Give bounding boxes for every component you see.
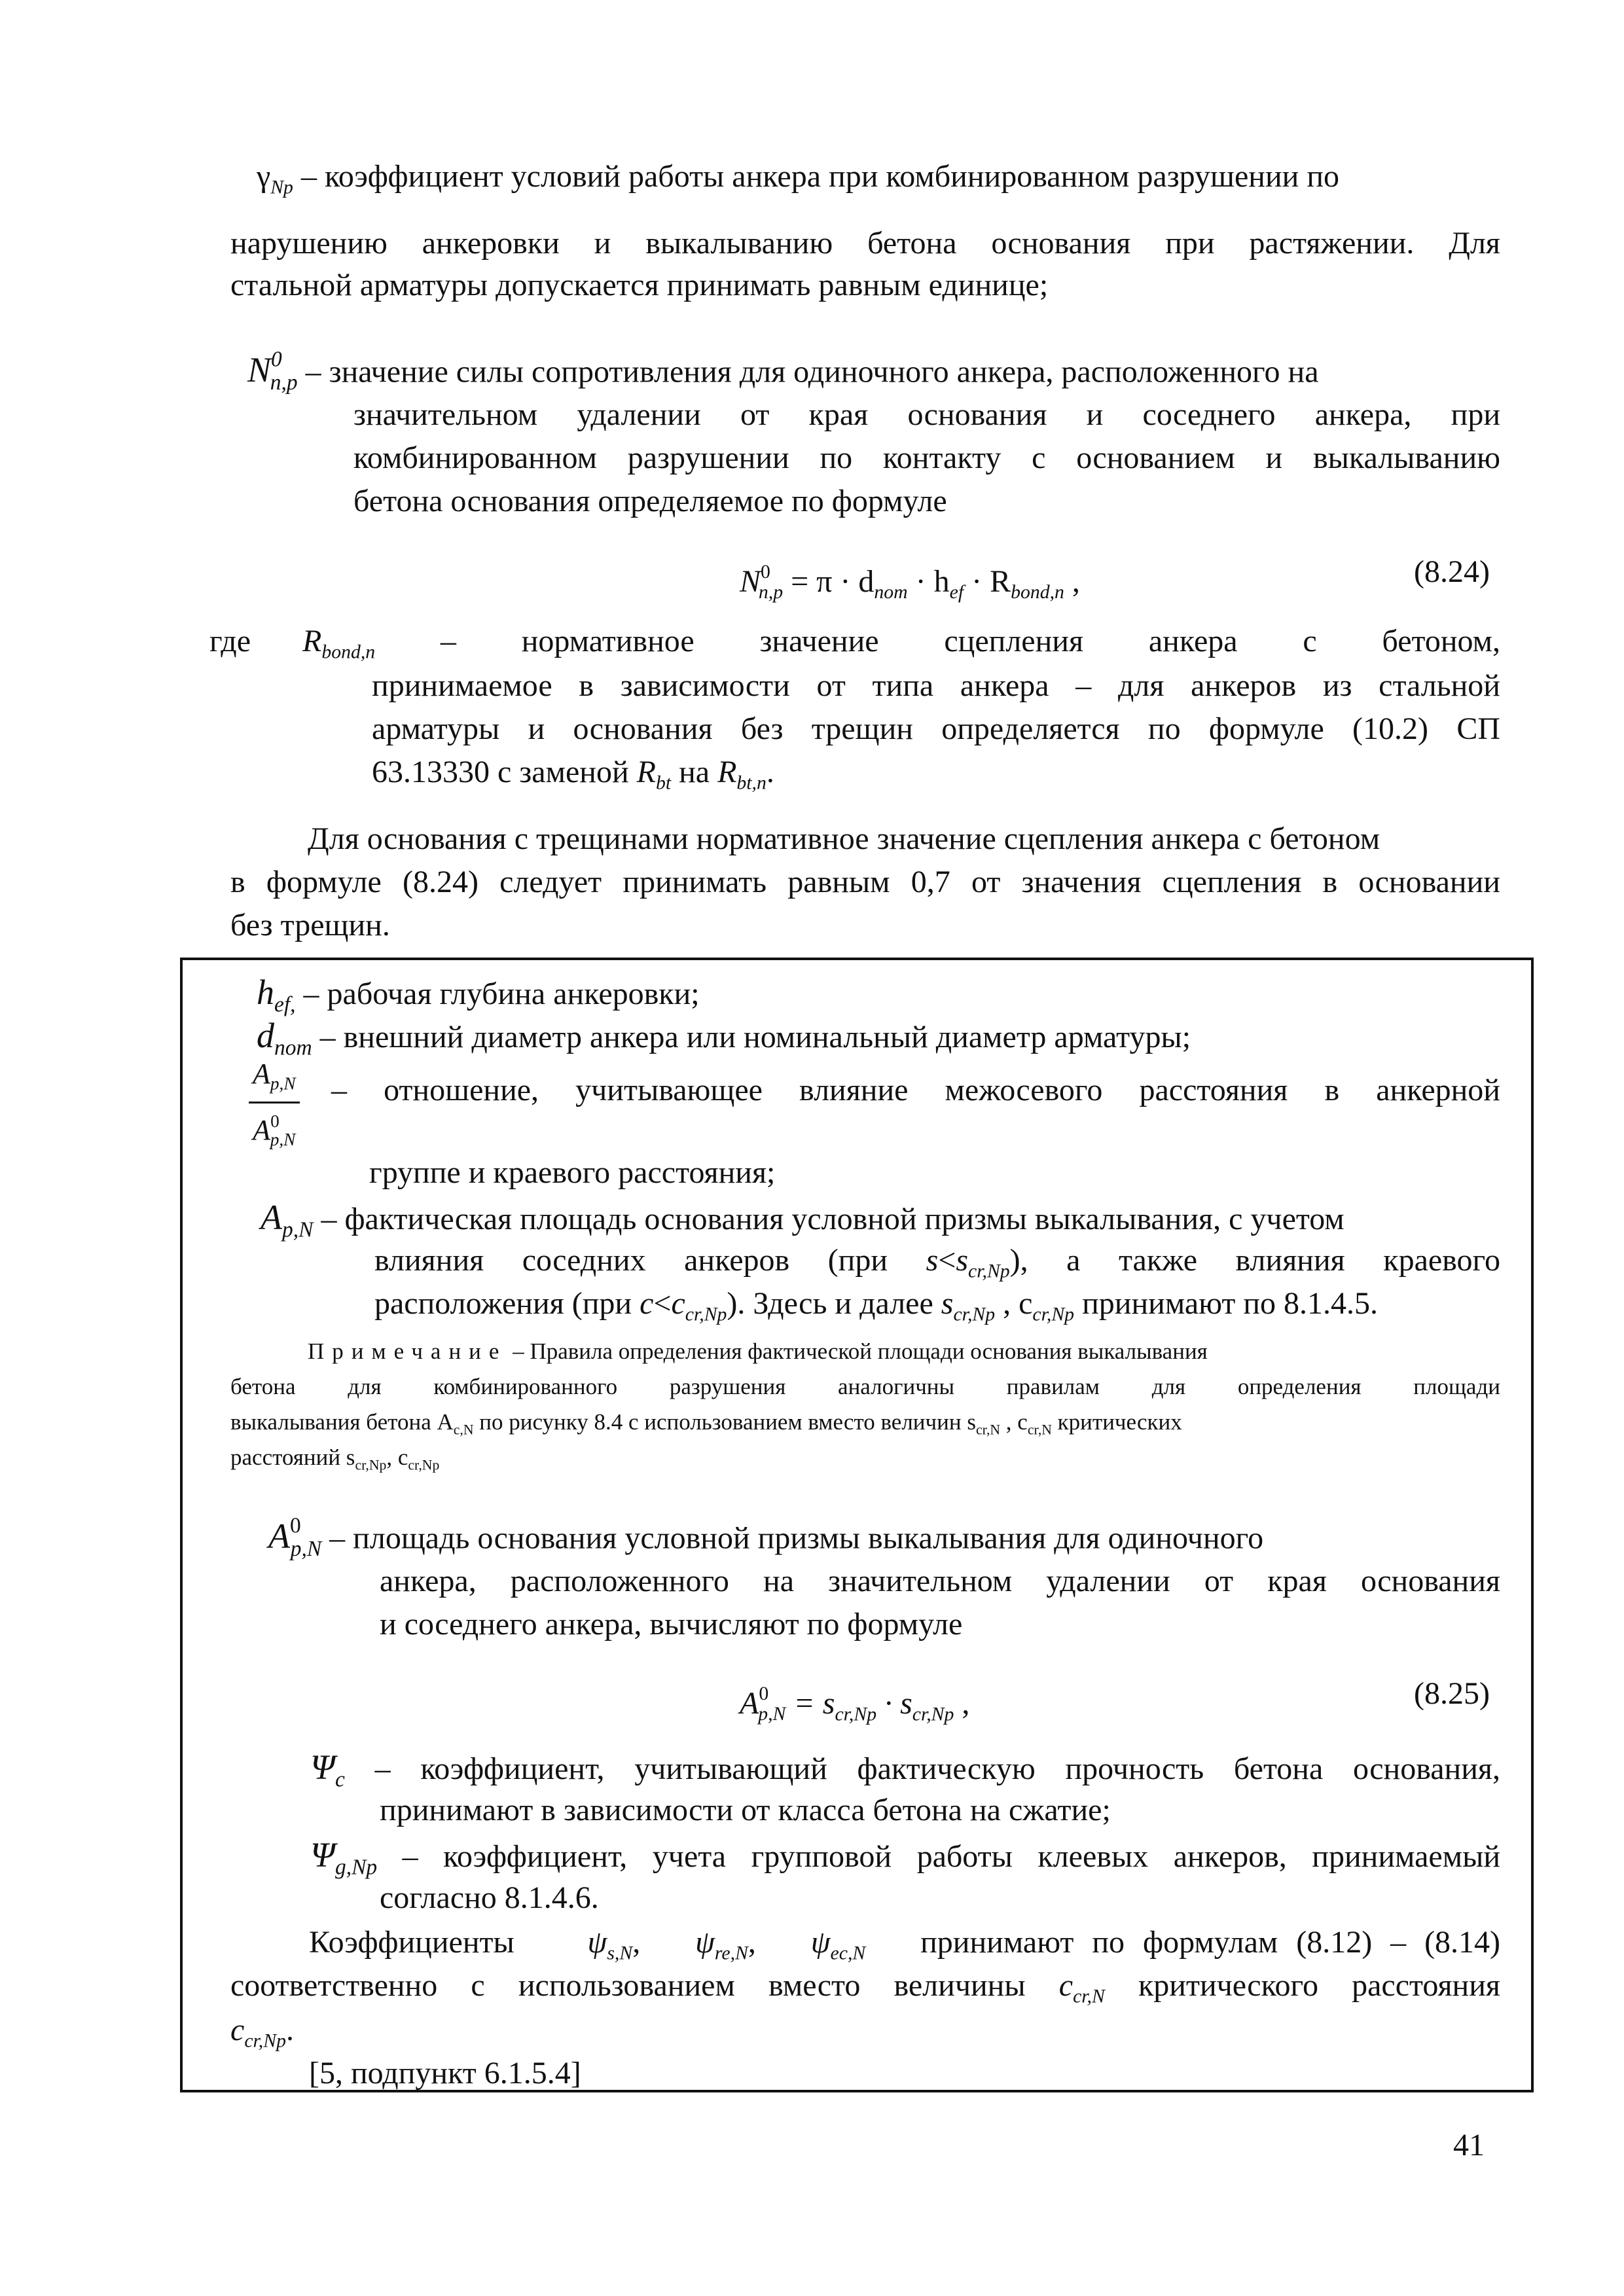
area-ratio-line2: группе и краевого расстояния;	[369, 1155, 776, 1190]
psi-c-definition-line2: принимают в зависимости от класса бетона на сжатие;	[380, 1793, 1111, 1827]
note-line3: выкалывания бетона $A_{c,N}$ по рисунку 8.4 с использованием вместо величин $s_{cr,N}$ , $c_{cr,N}$ критических	[230, 1409, 1182, 1438]
coefficients-line3: $c_{cr,Np}$.	[230, 2013, 294, 2052]
n0np-symbol: $N^0_{n,p}$	[247, 348, 298, 395]
cracked-base-para-line2: в формуле (8.24) следует принимать равным 0,7 от значения сцепления в основании	[230, 865, 1500, 899]
a0pn-definition-line2: анкера, расположенного на значительном удалении от края основания	[380, 1564, 1500, 1598]
rbond-definition-line3: арматуры и основания без трещин определяется по формуле (10.2) СП	[372, 711, 1500, 746]
rbond-definition-line4: 63.13330 с заменой $R_{bt}$ на $R_{bt,n}$.	[372, 755, 774, 794]
equation-8-24: $N^0_{n,p} = \pi \cdot d_{nom} \cdot h_{ef} \cdot R_{bond,n}$ ,	[740, 561, 1080, 603]
note-line1: Примечание – Правила определения фактической площади основания выкалывания	[308, 1338, 1208, 1364]
dnom-symbol: $d_{nom}$	[257, 1016, 312, 1060]
apn-definition-line2: влияния соседних анкеров (при $s<s_{cr,Np}$), а также влияния краевого	[374, 1243, 1500, 1282]
gamma-np-definition-line3: стальной арматуры допускается принимать равным единице;	[230, 268, 1049, 302]
equation-8-24-number: (8.24)	[1414, 554, 1490, 589]
n0np-definition-line3: комбинированном разрушении по контакту с основанием и выкалыванию	[353, 440, 1500, 475]
rbond-symbol: $R_{bond,n}$	[302, 624, 376, 663]
equation-8-25-number: (8.25)	[1414, 1676, 1490, 1711]
n0np-definition-line1: $N^0_{n,p}$ – значение силы сопротивления для одиночного анкера, расположенного на	[247, 348, 1319, 395]
coefficients-line2: соответственно с использованием вместо величины $c_{cr,N}$ критического расстояния	[230, 1968, 1501, 2007]
a0pn-symbol: $A^0_{p,N}$	[268, 1514, 322, 1562]
n0np-definition-line2: значительном удалении от края основания и соседнего анкера, при	[353, 397, 1500, 432]
source-reference: [5, подпункт 6.1.5.4]	[309, 2056, 581, 2090]
hef-definition: $h_{ef,}$ – рабочая глубина анкеровки;	[257, 973, 700, 1017]
note-line2: бетона для комбинированного разрушения аналогичны правилам для определения площади	[230, 1374, 1500, 1399]
psi-c-symbol: $\Psi_c$	[310, 1748, 345, 1792]
a0pn-definition-line1: $A^0_{p,N}$ – площадь основания условной призмы выкалывания для одиночного	[268, 1514, 1264, 1562]
where-label: где	[209, 624, 251, 658]
hef-symbol: $h_{ef,}$	[257, 973, 296, 1017]
psi-c-definition-line1: $\Psi_c$ – коэффициент, учитывающий фактическую прочность бетона основания,	[310, 1748, 1501, 1792]
rbond-definition-line1: $R_{bond,n}$ – нормативное значение сцепления анкера с бетоном,	[302, 624, 1501, 663]
coefficients-line1: Коэффициенты $\psi_{s,N}$, $\psi_{re,N}$, $\psi_{ec,N}$ принимают по формулам (8.12) – (8.14)	[309, 1925, 1501, 1964]
apn-definition-line3: расположения (при $c<c_{cr,Np}$). Здесь и далее $s_{cr,Np}$ , $c_{cr,Np}$ принимают по 8.1.4.5.	[374, 1286, 1379, 1325]
equation-8-25: $A^0_{p,N} = s_{cr,Np} \cdot s_{cr,Np}$ ,	[740, 1683, 970, 1725]
apn-symbol: $A_{p,N}$	[261, 1198, 314, 1242]
note-label: Примечание	[308, 1338, 507, 1364]
cracked-base-para-line1: Для основания с трещинами нормативное значение сцепления анкера с бетоном	[308, 821, 1380, 856]
note-line4: расстояний $s_{cr,Np}$, $c_{cr,Np}$	[230, 1444, 440, 1473]
area-ratio-line1: – отношение, учитывающее влияние межосевого расстояния в анкерной	[331, 1073, 1500, 1107]
cracked-base-para-line3: без трещин.	[230, 908, 390, 942]
psi-g-definition-line1: $\Psi_{g,Np}$ – коэффициент, учета групповой работы клеевых анкеров, принимаемый	[310, 1835, 1501, 1880]
gamma-symbol: $\gamma_{Np}$	[257, 159, 293, 198]
apn-definition-line1: $A_{p,N}$ – фактическая площадь основания условной призмы выкалывания, с учетом	[261, 1198, 1344, 1242]
rbond-definition-line2: принимаемое в зависимости от типа анкера – для анкеров из стальной	[372, 668, 1500, 703]
gamma-np-definition-line1: $\gamma_{Np}$ – коэффициент условий работы анкера при комбинированном разрушении по	[257, 159, 1340, 198]
page-number: 41	[1453, 2128, 1485, 2162]
dnom-definition: $d_{nom}$ – внешний диаметр анкера или номинальный диаметр арматуры;	[257, 1016, 1191, 1060]
area-ratio-fraction: $\frac{A_{p,N}}{A^0_{p,N}}$	[249, 1056, 300, 1157]
gamma-np-definition-line2: нарушению анкеровки и выкалыванию бетона основания при растяжении. Для	[230, 226, 1500, 260]
n0np-definition-line4: бетона основания определяемое по формуле	[353, 484, 947, 518]
psi-g-definition-line2: согласно 8.1.4.6.	[380, 1880, 599, 1915]
psi-g-symbol: $\Psi_{g,Np}$	[310, 1835, 378, 1880]
a0pn-definition-line3: и соседнего анкера, вычисляют по формуле	[380, 1607, 963, 1641]
